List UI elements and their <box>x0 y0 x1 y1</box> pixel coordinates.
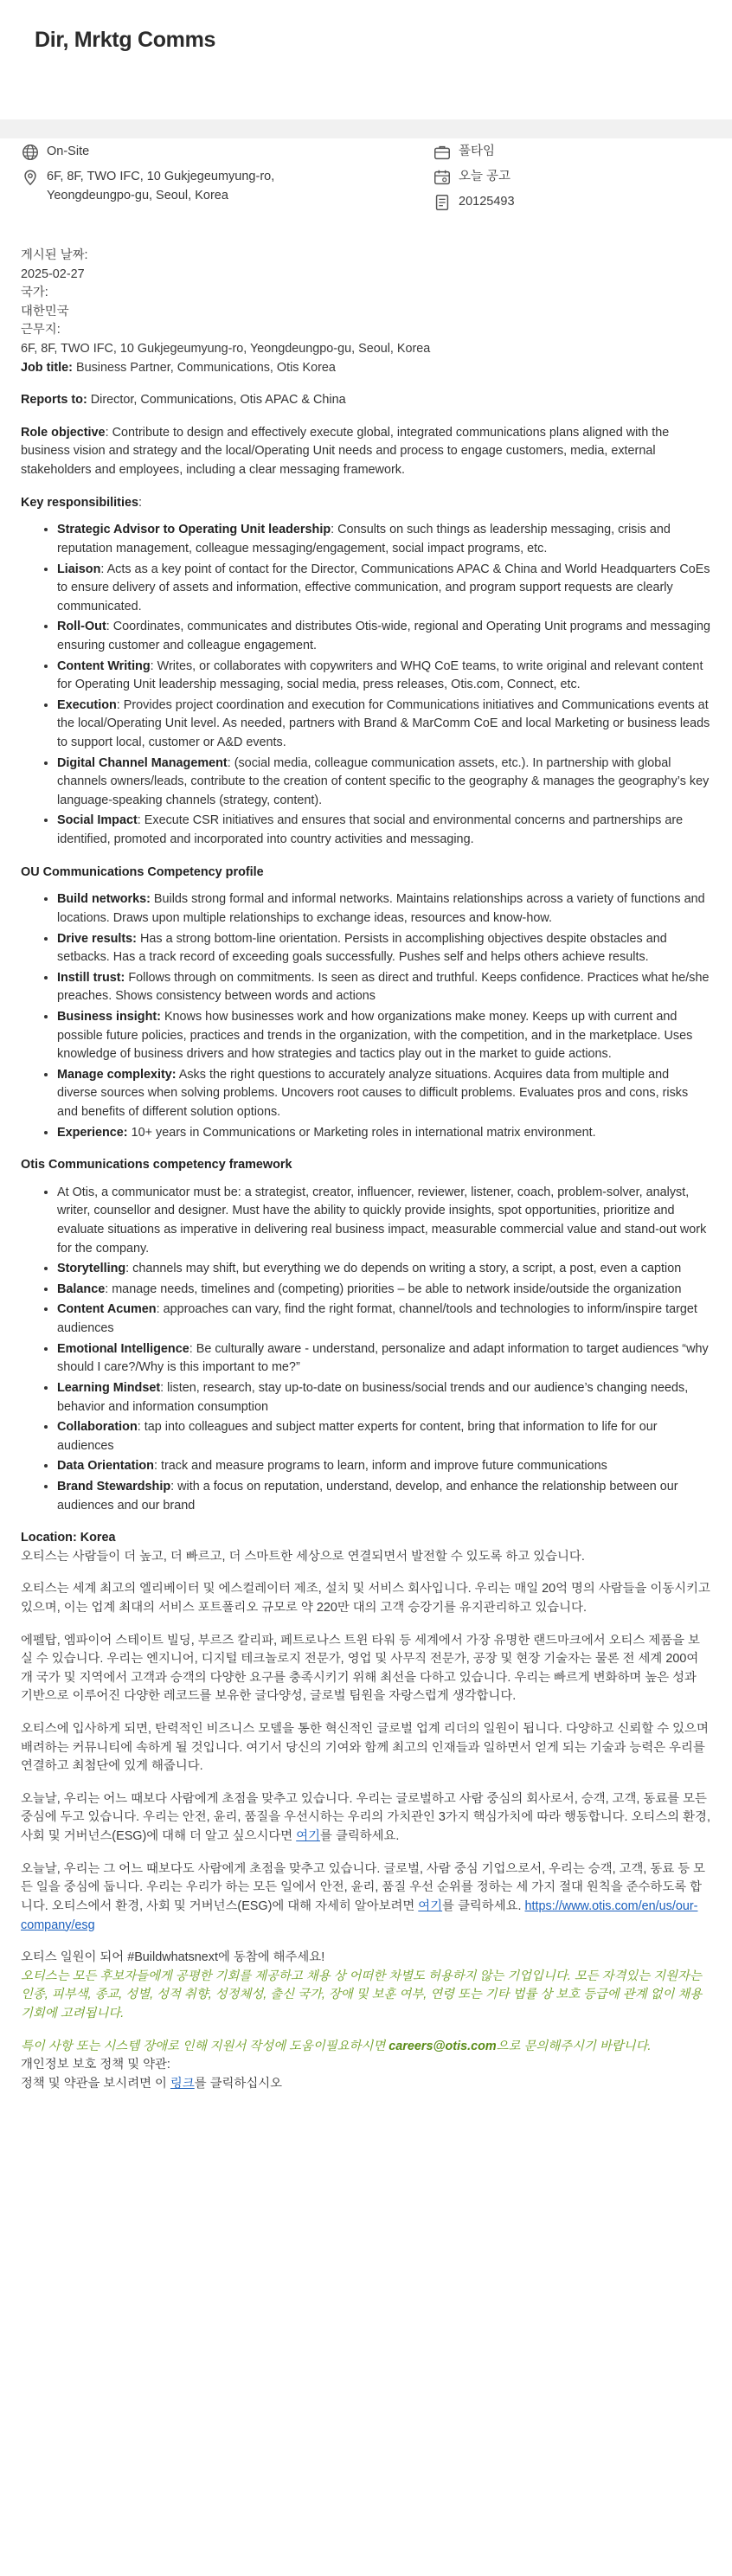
list-item: • Data Orientation: track and measure programs to learn, inform and improve future communications <box>57 1457 711 1476</box>
key-responsibilities-heading: Key responsibilities: <box>21 495 142 510</box>
privacy-line: 정책 및 약관을 보시려면 이 링크를 클릭하십시오 <box>21 2076 283 2091</box>
job-meta <box>21 138 711 217</box>
intro-paragraph: 오티스는 사람들이 더 높고, 더 빠르고, 더 스마트한 세상으로 연결되면서 발전할 수 있도록 하고 있습니다. <box>21 1549 585 1564</box>
workplace-row <box>21 142 433 162</box>
responsibilities-list <box>21 521 711 849</box>
list-item: • Drive results: Has a strong bottom-line orientation. Persists in accomplishing objectives despite obstacles and setbacks. Has a track record of exceeding goals successfully. Pushes self and helps others achieve results. <box>57 930 711 967</box>
requisition-id: 20125493 <box>459 195 515 209</box>
posted-date: 오늘 공고 <box>459 170 511 183</box>
posting-details <box>21 247 711 377</box>
list-item: • Content Acumen: approaches can vary, find the right format, channel/tools and technologies to inform/inspire target audiences <box>57 1301 711 1338</box>
framework-heading: Otis Communications competency framework <box>21 1158 292 1172</box>
job-header <box>0 0 732 119</box>
role-objective: Role objective: Contribute to design and effectively execute global, integrated communications plans aligned with the business vision and strategy and the local/Operating Unit needs and process to engage customers, media, external stakeholders and employees, including a clear messaging framework. <box>21 425 670 478</box>
location-value: 6F, 8F, TWO IFC, 10 Gukjegeumyung-ro, Yeongdeungpo-gu, Seoul, Korea <box>21 342 431 357</box>
list-item: • Business insight: Knows how businesses work and how organizations make money. Keeps up with current and possible future policies, practices and trends in the organization, with the competition, and in the marketplace. Uses knowledge of business drivers and how strategies and tactics play out in the market to guide actions. <box>57 1008 711 1064</box>
list-item: • Liaison: Acts as a key point of contact for the Director, Communications APAC & China and World Headquarters CoEs to ensure delivery of assets and information, effective communication, and program support requests are clearly communicated. <box>57 561 711 617</box>
workplace-type: On-Site <box>47 145 90 158</box>
globe-icon <box>21 143 40 162</box>
esg-link-2[interactable]: 여기 <box>418 1898 443 1913</box>
location-heading: Location: Korea <box>21 1531 116 1545</box>
list-item: • Balance: manage needs, timelines and (competing) priorities – be able to network inside/outside the organization <box>57 1281 711 1300</box>
competency-list <box>21 890 711 1142</box>
esg-url-link[interactable]: https://www.otis.com/en/us/our-company/esg <box>21 1898 698 1932</box>
posted-date-label: 게시된 날짜: <box>21 248 88 262</box>
buildwhatsnext-text: 오티스 일원이 되어 #Buildwhatsnext에 동참에 해주세요! <box>21 1950 325 1965</box>
job-description <box>0 138 732 2576</box>
korean-intro <box>21 1529 711 1566</box>
location-pin-icon <box>21 168 40 187</box>
careers-email[interactable]: careers@otis.com <box>388 2039 497 2053</box>
accommodation-text: 특이 사항 또는 시스템 장애로 인해 지원서 작성에 도움이필요하시면 careers@otis.com으로 문의해주시기 바랍니다. <box>21 2039 652 2053</box>
address-row <box>21 167 433 206</box>
list-item: • Execution: Provides project coordination and execution for Communications initiatives and Communications events at the local/Operating Unit level. As needed, partners with Brand & MarComm CoE and local Marketing or business leads to support local, customer or A&D events. <box>57 697 711 753</box>
posted-row <box>433 167 711 187</box>
esg-paragraph-1: 오늘날, 우리는 어느 때보다 사람에게 초점을 맞추고 있습니다. 우리는 글로벌하고 사람 중심의 회사로서, 승객, 고객, 동료를 모든 중심에 두고 있습니다. 우리는 안전, 윤리, 품질을 우선시하는 우리의 가치관인 3가지 핵심가치에 따라 행동합니다. 오티스의 환경, 사회 및 거버넌스(ESG)에 대해 더 알고 싶으시다면 여기를 클릭하세요. <box>21 1791 710 1844</box>
eeo-statement: 오티스는 모든 후보자들에게 공평한 기회를 제공하고 채용 상 어떠한 차별도 허용하지 않는 기업입니다. 모든 자격있는 지원자는 인종, 피부색, 종교, 성별, 성적 취향, 성정체성, 출신 국가, 장애 및 보훈 여부, 연령 또는 기타 법률 상 보호 등급에 관계 없이 채용 기회에 고려됩니다. <box>21 1969 703 2020</box>
list-item: • Strategic Advisor to Operating Unit leadership: Consults on such things as leadership messaging, crisis and reputation management, colleague messaging/engagement, social impact programs, etc. <box>57 521 711 558</box>
address-line-1: 6F, 8F, TWO IFC, 10 Gukjegeumyung-ro, <box>47 170 275 183</box>
list-item: • Manage complexity: Asks the right questions to accurately analyze situations. Acquires data from multiple and diverse sources when solving problems. Uncovers root causes to difficult problems. Evaluates pros and cons, risks and benefits of different solution options. <box>57 1066 711 1122</box>
list-item: • Brand Stewardship: with a focus on reputation, understand, develop, and enhance the relationship between our audiences and our brand <box>57 1478 711 1515</box>
list-item: • Roll-Out: Coordinates, communicates and distributes Otis-wide, regional and Operating Unit programs and messaging ensuring customer and colleague engagement. <box>57 618 711 655</box>
reports-to: Reports to: Director, Communications, Otis APAC & China <box>21 393 346 408</box>
list-item: • At Otis, a communicator must be: a strategist, creator, influencer, reviewer, listener, coach, problem-solver, analyst, writer, counsellor and designer. Must have the ability to quickly provide insights, spot opportunities, prioritize and evaluate situations as imperative in delivering real business impact, measurable commercial value and stand-out work for the company. <box>57 1184 711 1258</box>
about-paragraph-2: 에펠탑, 엠파이어 스테이트 빌딩, 부르즈 칼리파, 페트로나스 트윈 타워 등 세계에서 가장 유명한 랜드마크에서 오티스 제품을 보실 수 있습니다. 우리는 엔지니어, 디지털 테크놀로지 전문가, 영업 및 사무직 전문가, 공장 및 현장 기술자는 물론 전 세계 200여 개 국가 및 지역에서 고객과 승객의 다양한 요구를 충족시키기 위해 최선을 다하고 있습니다. 우리는 빠르게 변화하며 높은 성과 기반으로 이루어진 다양한 레코드를 보유한 글다양성, 글로벌 팀원을 자랑스럽게 생각합니다. <box>21 1633 700 1704</box>
id-badge-icon <box>433 193 452 212</box>
list-item: • Collaboration: tap into colleagues and subject matter experts for content, bring that information to life for our audiences <box>57 1418 711 1455</box>
list-item: • Instill trust: Follows through on commitments. Is seen as direct and truthful. Keeps confidence. Practices what he/she preaches. Shows consistency between words and actions <box>57 969 711 1006</box>
address-line-2: Yeongdeungpo-gu, Seoul, Korea <box>47 189 228 203</box>
list-item: • Emotional Intelligence: Be culturally aware - understand, personalize and adapt information to target audiences “why should I care?/Why is this important to me?” <box>57 1340 711 1378</box>
esg-paragraph-2: 오늘날, 우리는 그 어느 때보다도 사람에게 초점을 맞추고 있습니다. 글로벌, 사람 중심 기업으로서, 우리는 승객, 고객, 동료 등 모든 일을 중심에 둡니다. 우리는 우리가 하는 모든 일에서 안전, 윤리, 품질 우선 순위를 정하는 세 가지 절대 원칙을 준수하도록 합니다. 오티스에서 환경, 사회 및 거버넌스(ESG)에 대해 자세히 알아보려면 여기를 클릭하세요. https://www.otis.com/en/us/our-company/esg <box>21 1861 706 1932</box>
posted-date-value: 2025-02-27 <box>21 267 85 281</box>
framework-list <box>21 1184 711 1515</box>
calendar-icon <box>433 168 452 187</box>
list-item: • Learning Mindset: listen, research, stay up-to-date on business/social trends and our audience’s changing needs, behavior and information consumption <box>57 1379 711 1416</box>
job-title: Dir, Mrktg Comms <box>35 28 216 52</box>
list-item: • Social Impact: Execute CSR initiatives and ensures that social and environmental concerns and partnerships are identified, promoted and incorporated into country activities and messaging. <box>57 812 711 849</box>
country-label: 국가: <box>21 286 48 300</box>
about-paragraph-3: 오티스에 입사하게 되면, 탄력적인 비즈니스 모델을 통한 혁신적인 글로벌 업계 리더의 일원이 됩니다. 다양하고 신뢰할 수 있으며 배려하는 커뮤니티에 속하게 될 것입니다. 여기서 당신의 기여와 함께 최고의 인재들과 일하면서 얻게 되는 기술과 능력은 우리를 연결하고 최첨단에 있게 해줍니다. <box>21 1722 709 1774</box>
privacy-link[interactable]: 링크 <box>170 2076 195 2091</box>
list-item: • Experience: 10+ years in Communications or Marketing roles in international matrix environment. <box>57 1124 711 1143</box>
list-item: • Build networks: Builds strong formal and informal networks. Maintains relationships across a variety of functions and locations. Draws upon multiple relationships to exchange ideas, resources and know-how. <box>57 890 711 928</box>
location-label: 근무지: <box>21 323 61 337</box>
briefcase-icon <box>433 143 452 162</box>
closing-section <box>21 1949 711 2023</box>
competency-heading: OU Communications Competency profile <box>21 864 264 879</box>
job-type-row <box>433 142 711 162</box>
country-value: 대한민국 <box>21 304 69 318</box>
esg-link-1[interactable]: 여기 <box>296 1829 321 1844</box>
job-title-line: Job title: Business Partner, Communications, Otis Korea <box>21 360 336 375</box>
job-type: 풀타임 <box>459 145 496 158</box>
list-item: • Content Writing: Writes, or collaborates with copywriters and WHQ CoE teams, to write original and relevant content for Operating Unit leadership messaging, social media, press releases, Otis.com, Connect, etc. <box>57 658 711 695</box>
list-item: • Storytelling: channels may shift, but everything we do depends on writing a story, a script, a post, even a caption <box>57 1260 711 1279</box>
req-id-row <box>433 192 711 212</box>
about-paragraph-1: 오티스는 세계 최고의 엘리베이터 및 에스컬레이터 제조, 설치 및 서비스 회사입니다. 우리는 매일 20억 명의 사람들을 이동시키고 있으며, 이는 업계 최대의 서비스 포트폴리오 규모로 약 220만 대의 고객 승강기를 유지관리하고 있습니다. <box>21 1582 710 1615</box>
privacy-label: 개인정보 보호 정책 및 약관: <box>21 2058 170 2072</box>
list-item: • Digital Channel Management: (social media, colleague communication assets, etc.). In partnership with global channels owners/leads, contribute to the creation of content specific to the geography & manages the geography’s key language-speaking channels (strategy, content). <box>57 755 711 811</box>
